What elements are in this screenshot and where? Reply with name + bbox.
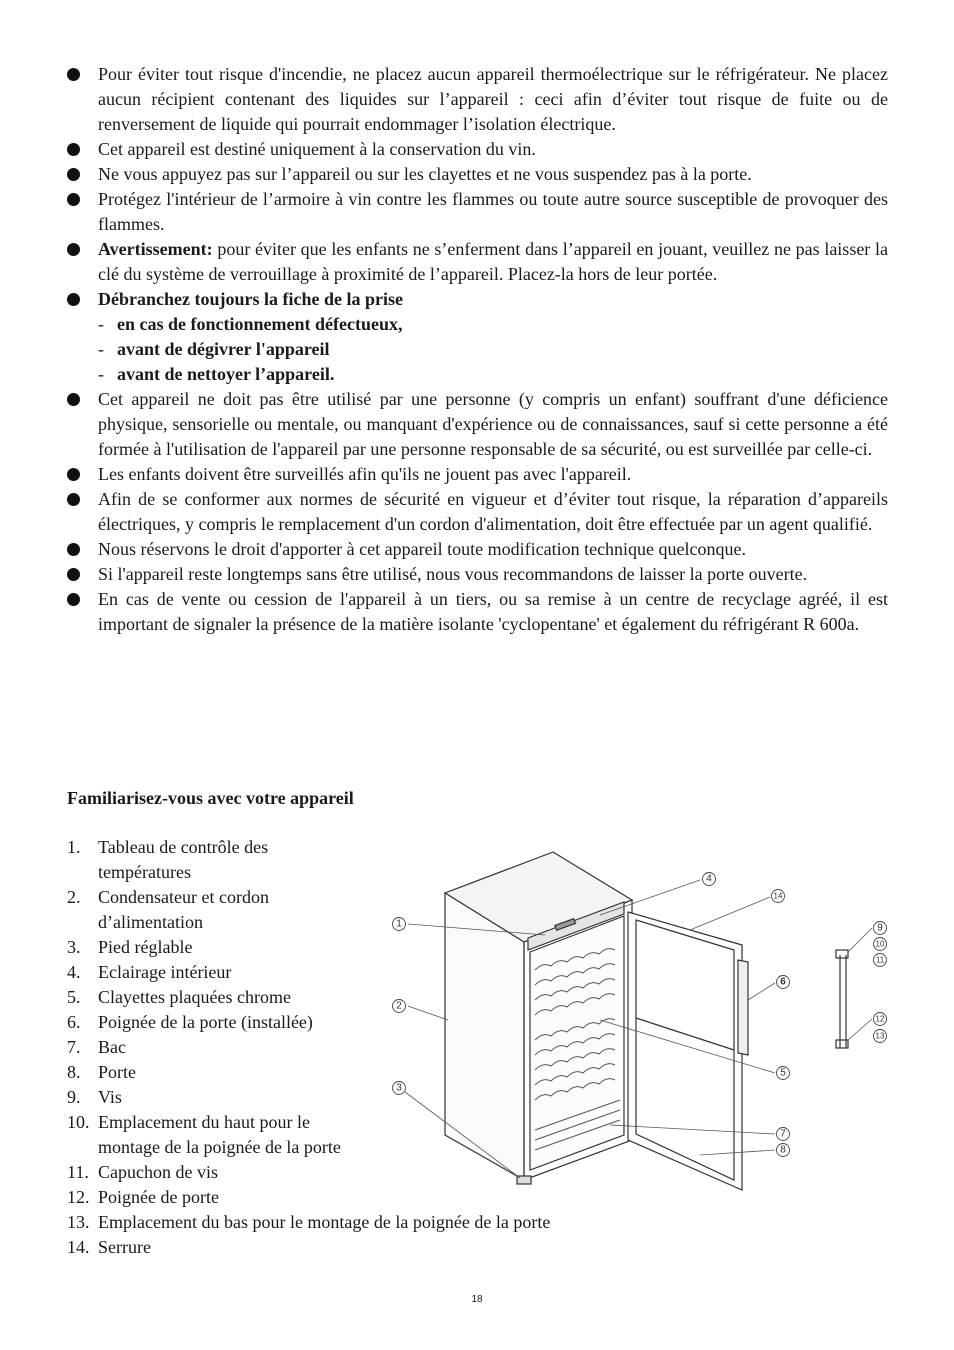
list-item xyxy=(67,1210,627,1235)
item-number: 2. xyxy=(67,887,81,907)
bullet-dot-icon xyxy=(67,393,80,406)
door-handle xyxy=(738,960,748,1055)
bullet-text: Les enfants doivent être surveillés afin qu'ils ne jouent pas avec l'appareil. xyxy=(98,464,632,484)
wine-cooler-diagram xyxy=(380,845,900,1195)
item-text: Bac xyxy=(98,1037,126,1057)
item-text-cont: montage de la poignée de la porte xyxy=(98,1137,341,1157)
item-number: 3. xyxy=(67,937,81,957)
bullet-text: Cet appareil ne doit pas être utilisé par une personne (y compris un enfant) souffrant d'une déficience physique, sensorielle ou mentale, ou manquant d'expérience ou de connaissances, sauf si cette personne a été formée à l'utilisation de l'appareil par une personne responsable de sa sécurité, ou est surveillée par celle-ci. xyxy=(98,389,888,459)
item-text: Capuchon de vis xyxy=(98,1162,218,1182)
bullet-dot-icon xyxy=(67,243,80,256)
item-number: 1. xyxy=(67,837,81,857)
bullet-dot-icon xyxy=(67,168,80,181)
dash-marker: - xyxy=(98,339,104,359)
bullet-item xyxy=(67,162,888,187)
leader-line-14 xyxy=(690,897,770,930)
bullet-dot-icon xyxy=(67,468,80,481)
bullet-text: Afin de se conformer aux normes de sécurité en vigueur et d’éviter tout risque, la réparation d’appareils électriques, y compris le remplacement d'un cordon d'alimentation, doit être effectuée par un agent qualifié. xyxy=(98,489,888,534)
cabinet-side xyxy=(445,893,524,1180)
bullet-dot-icon xyxy=(67,143,80,156)
bullet-text: Protégez l'intérieur de l’armoire à vin contre les flammes ou toute autre source susceptible de provoquer des flammes. xyxy=(98,189,888,234)
item-number: 10. xyxy=(67,1112,90,1132)
bullet-item xyxy=(67,287,888,312)
bullet-item xyxy=(67,62,888,137)
leader-line-2 xyxy=(408,1006,448,1020)
bullet-text: Si l'appareil reste longtemps sans être utilisé, nous vous recommandons de laisser la porte ouverte. xyxy=(98,564,808,584)
dash-marker: - xyxy=(98,364,104,384)
bullet-dot-icon xyxy=(67,493,80,506)
warning-label: Avertissement: xyxy=(98,239,213,259)
sub-item xyxy=(67,362,888,387)
bullet-item xyxy=(67,562,888,587)
sub-item-text: avant de nettoyer l’appareil. xyxy=(117,364,335,384)
page-number: 18 xyxy=(471,1294,483,1305)
bullet-text: Pour éviter tout risque d'incendie, ne placez aucun appareil thermoélectrique sur le réfrigérateur. Ne placez aucun récipient contenant des liquides sur l’appareil : ceci afin d’éviter tout risque de fuite ou de renversement de liquide qui pourrait endommager l’isolation électrique. xyxy=(98,64,888,134)
bullet-dot-icon xyxy=(67,568,80,581)
bullet-item xyxy=(67,587,888,637)
leader-line-6 xyxy=(748,983,775,1000)
callout-label-10: 10 xyxy=(875,939,885,949)
item-number: 12. xyxy=(67,1187,90,1207)
item-text: Vis xyxy=(98,1087,122,1107)
item-text: Serrure xyxy=(98,1237,151,1257)
sub-item xyxy=(67,312,888,337)
sub-item-text: avant de dégivrer l'appareil xyxy=(117,339,330,359)
callout-label-1: 1 xyxy=(396,918,402,930)
item-text: Clayettes plaquées chrome xyxy=(98,987,291,1007)
callout-label-7: 7 xyxy=(780,1128,786,1140)
bullet-dot-icon xyxy=(67,543,80,556)
item-number: 11. xyxy=(67,1162,89,1182)
unplug-label: Débranchez toujours la fiche de la prise xyxy=(98,289,403,309)
item-text: Porte xyxy=(98,1062,136,1082)
safety-bullet-list xyxy=(67,62,888,637)
interior xyxy=(530,916,624,1170)
callout-label-4: 4 xyxy=(706,873,712,885)
item-number: 14. xyxy=(67,1237,90,1257)
item-text: Tableau de contrôle des xyxy=(98,837,269,857)
leader-line-12 xyxy=(848,1019,872,1040)
callout-label-13: 13 xyxy=(875,1031,885,1041)
bullet-text: Nous réservons le droit d'apporter à cet appareil toute modification technique quelconque. xyxy=(98,539,747,559)
bullet-dot-icon xyxy=(67,193,80,206)
bullet-item xyxy=(67,487,888,537)
sub-item-text: en cas de fonctionnement défectueux, xyxy=(117,314,403,334)
item-number: 8. xyxy=(67,1062,81,1082)
item-number: 9. xyxy=(67,1087,81,1107)
item-text: Poignée de porte xyxy=(98,1187,219,1207)
callout-label-9: 9 xyxy=(877,922,883,934)
bullet-item xyxy=(67,187,888,237)
item-text-cont: d’alimentation xyxy=(98,912,203,932)
item-number: 13. xyxy=(67,1212,90,1232)
bullet-text: En cas de vente ou cession de l'appareil à un tiers, ou sa remise à un centre de recyclage agréé, il est important de signaler la présence de la matière isolante 'cyclopentane' et également du réfrigérant R 600a. xyxy=(98,589,888,634)
bullet-dot-icon xyxy=(67,593,80,606)
item-number: 7. xyxy=(67,1037,81,1057)
item-text: Emplacement du bas pour le montage de la poignée de la porte xyxy=(98,1212,551,1232)
bullet-item xyxy=(67,537,888,562)
callout-label-8: 8 xyxy=(780,1144,786,1156)
sub-item xyxy=(67,337,888,362)
bullet-dot-icon xyxy=(67,68,80,81)
item-text: Emplacement du haut pour le xyxy=(98,1112,310,1132)
callout-label-12: 12 xyxy=(875,1014,885,1024)
callout-label-11: 11 xyxy=(875,955,885,965)
door xyxy=(628,912,742,1190)
callout-label-14: 14 xyxy=(773,891,783,901)
item-number: 6. xyxy=(67,1012,81,1032)
bullet-item xyxy=(67,137,888,162)
item-number: 5. xyxy=(67,987,81,1007)
bullet-item xyxy=(67,387,888,462)
item-text: Poignée de la porte (installée) xyxy=(98,1012,313,1032)
bullet-text: Cet appareil est destiné uniquement à la conservation du vin. xyxy=(98,139,536,159)
callout-label-3: 3 xyxy=(396,1082,402,1094)
callout-label-6: 6 xyxy=(780,976,786,988)
callout-label-2: 2 xyxy=(396,1000,402,1012)
bullet-text: pour éviter que les enfants ne s’enferment dans l’appareil en jouant, veuillez ne pas laisser la clé du système de verrouillage à proximité de l’appareil. Placez-la hors de leur portée. xyxy=(98,239,888,284)
item-text: Eclairage intérieur xyxy=(98,962,232,982)
list-item xyxy=(67,1235,627,1260)
dash-marker: - xyxy=(98,314,104,334)
bullet-text: Ne vous appuyez pas sur l’appareil ou sur les clayettes et ne vous suspendez pas à la porte. xyxy=(98,164,752,184)
bullet-item xyxy=(67,237,888,287)
leader-line-9 xyxy=(848,928,872,952)
bullet-item xyxy=(67,462,888,487)
bullet-dot-icon xyxy=(67,293,80,306)
item-text: Condensateur et cordon xyxy=(98,887,269,907)
callout-label-5: 5 xyxy=(780,1067,786,1079)
item-number: 4. xyxy=(67,962,81,982)
item-text-cont: températures xyxy=(98,862,191,882)
item-text: Pied réglable xyxy=(98,937,193,957)
section-heading: Familiarisez-vous avec votre appareil xyxy=(67,788,354,808)
